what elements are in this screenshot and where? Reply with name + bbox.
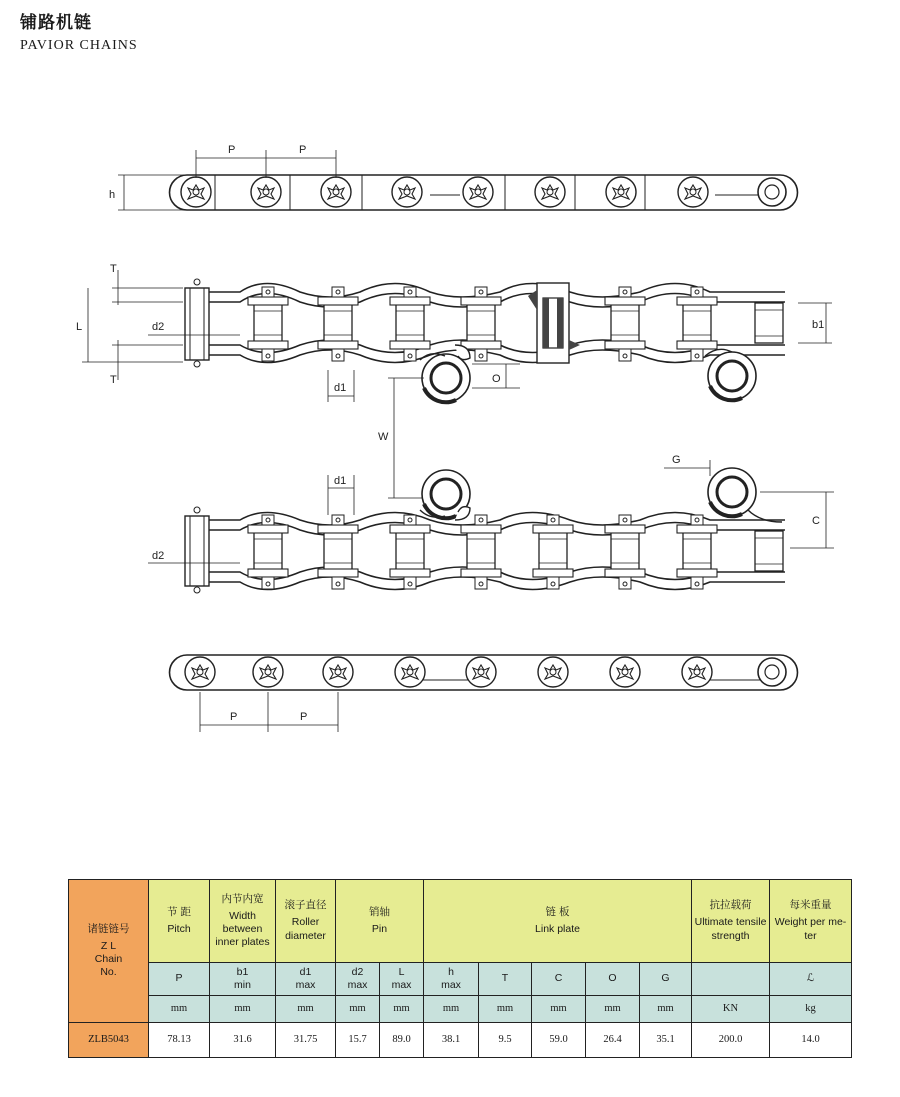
dim-d1-label: d1 bbox=[334, 382, 347, 394]
spec-table bbox=[68, 879, 852, 1058]
dim-p-label: P bbox=[299, 144, 307, 156]
symbol-cell: d1 max bbox=[276, 963, 336, 996]
value-cell: 31.75 bbox=[276, 1023, 336, 1058]
unit-cell: mm bbox=[276, 996, 336, 1023]
dim-t-label: T bbox=[110, 374, 117, 386]
symbol-cell: ℒ bbox=[770, 963, 852, 996]
unit-cell: mm bbox=[640, 996, 692, 1023]
dim-g-label: G bbox=[672, 454, 681, 466]
dim-d1-label: d1 bbox=[334, 475, 347, 487]
symbol-cell: P bbox=[149, 963, 210, 996]
page-title-cn: 铺路机链 bbox=[20, 13, 92, 33]
value-cell: 200.0 bbox=[692, 1023, 770, 1058]
value-cell: 26.4 bbox=[586, 1023, 640, 1058]
plan-view-top bbox=[76, 263, 832, 402]
symbol-cell: C bbox=[532, 963, 586, 996]
value-cell: 59.0 bbox=[532, 1023, 586, 1058]
unit-cell: mm bbox=[424, 996, 479, 1023]
unit-cell: mm bbox=[586, 996, 640, 1023]
chain-no-header: 诸链链号 Z L Chain No. bbox=[69, 880, 149, 1023]
dim-d2-label: d2 bbox=[152, 321, 165, 333]
unit-cell: mm bbox=[336, 996, 380, 1023]
plan-view-bottom bbox=[148, 454, 834, 593]
dim-c-label: C bbox=[812, 515, 820, 527]
symbol-cell bbox=[692, 963, 770, 996]
link-plate-header: 链 板 Link plate bbox=[424, 880, 692, 963]
dim-o-label: O bbox=[492, 373, 501, 385]
symbol-cell: d2 max bbox=[336, 963, 380, 996]
unit-cell: KN bbox=[692, 996, 770, 1023]
dim-l-label: L bbox=[76, 321, 83, 333]
dim-d2-label: d2 bbox=[152, 550, 165, 562]
dim-p-label: P bbox=[230, 711, 238, 723]
dim-p-label: P bbox=[228, 144, 236, 156]
unit-cell: mm bbox=[532, 996, 586, 1023]
dim-b1-label: b1 bbox=[812, 319, 825, 331]
value-cell: 89.0 bbox=[380, 1023, 424, 1058]
width-header: 内节内宽 Width between inner plates bbox=[210, 880, 276, 963]
table-unit-row bbox=[69, 996, 852, 1023]
pitch-header: 节 距 Pitch bbox=[149, 880, 210, 963]
dim-w-label: W bbox=[378, 431, 389, 443]
strength-header: 抗拉载荷 Ultimate tensile strength bbox=[692, 880, 770, 963]
unit-cell: mm bbox=[149, 996, 210, 1023]
table-symbol-row bbox=[69, 963, 852, 996]
value-cell: 15.7 bbox=[336, 1023, 380, 1058]
value-cell: 9.5 bbox=[479, 1023, 532, 1058]
dim-t-label: T bbox=[110, 263, 117, 275]
chain-no-cell: ZLB5043 bbox=[69, 1023, 149, 1058]
value-cell: 78.13 bbox=[149, 1023, 210, 1058]
unit-cell: mm bbox=[479, 996, 532, 1023]
symbol-cell: G bbox=[640, 963, 692, 996]
value-cell: 14.0 bbox=[770, 1023, 852, 1058]
symbol-cell: T bbox=[479, 963, 532, 996]
symbol-cell: h max bbox=[424, 963, 479, 996]
dim-w bbox=[378, 378, 424, 498]
roller-header: 滚子直径 Roller diameter bbox=[276, 880, 336, 963]
table-row bbox=[69, 1023, 852, 1058]
unit-cell: mm bbox=[210, 996, 276, 1023]
symbol-cell: L max bbox=[380, 963, 424, 996]
weight-header: 每米重量 Weight per me-ter bbox=[770, 880, 852, 963]
side-view-top bbox=[109, 144, 798, 210]
side-view-bottom bbox=[170, 655, 798, 732]
dim-p-label: P bbox=[300, 711, 308, 723]
pin-header: 销轴 Pin bbox=[336, 880, 424, 963]
unit-cell: mm bbox=[380, 996, 424, 1023]
page-title-en: PAVIOR CHAINS bbox=[20, 38, 138, 53]
symbol-cell: b1 min bbox=[210, 963, 276, 996]
value-cell: 31.6 bbox=[210, 1023, 276, 1058]
value-cell: 35.1 bbox=[640, 1023, 692, 1058]
table-header-row bbox=[69, 880, 852, 963]
unit-cell: kg bbox=[770, 996, 852, 1023]
symbol-cell: O bbox=[586, 963, 640, 996]
value-cell: 38.1 bbox=[424, 1023, 479, 1058]
dim-h-label: h bbox=[109, 189, 116, 201]
